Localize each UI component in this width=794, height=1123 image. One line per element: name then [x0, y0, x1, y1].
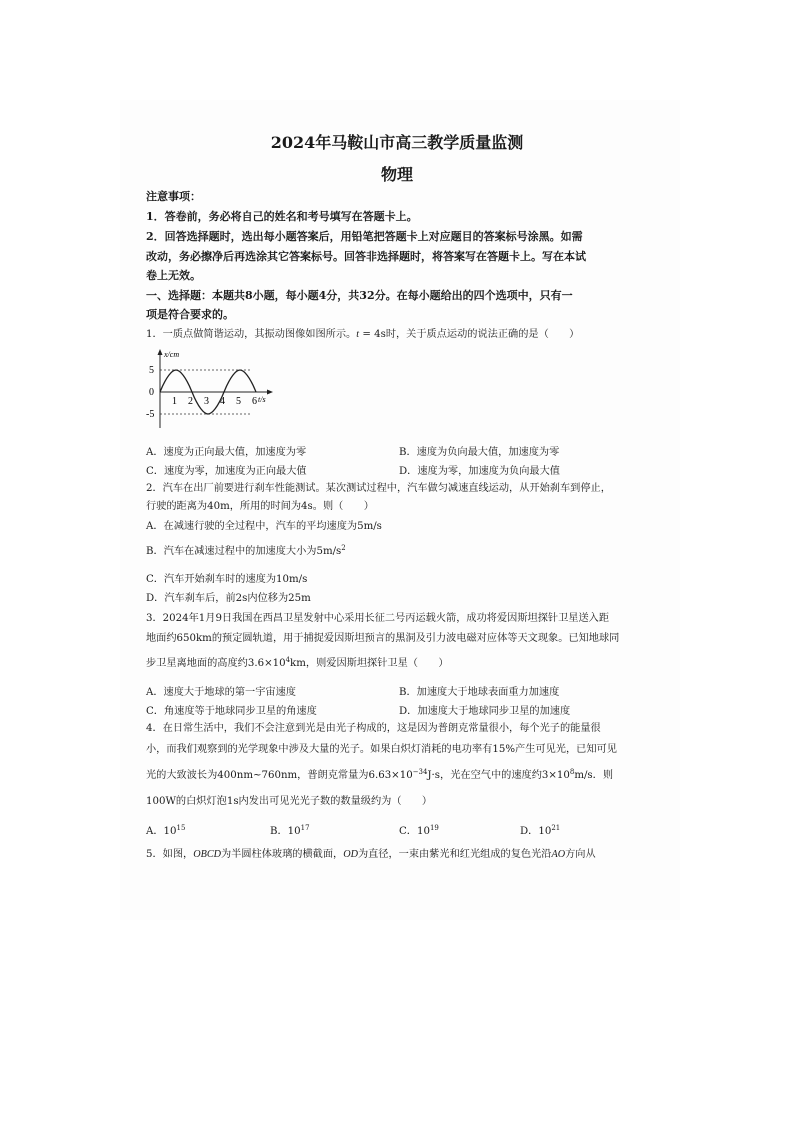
subject-title: 物理 [380, 165, 413, 184]
q2-stem-line-1: 2．汽车在出厂前要进行刹车性能测试。某次测试过程中，汽车做匀减速直线运动，从开始刹车到停止， [146, 483, 611, 494]
q3-option-c: C．角速度等于地球同步卫星的角速度 [146, 706, 317, 717]
graph-xlabel: t/s [258, 395, 266, 404]
graph-tick-1: 1 [172, 396, 177, 407]
q4-option-d-sup: 21 [551, 824, 561, 832]
q5-s4: 方向从 [565, 849, 596, 860]
q2-option-b-sup: 2 [341, 544, 346, 552]
q5-v3: AO [551, 849, 566, 860]
q3-stem-3a: 步卫星离地面的高度约3.6×10 [146, 658, 286, 669]
q3-option-b: B．加速度大于地球表面重力加速度 [399, 687, 560, 698]
q4-stem-line-1: 4．在日常生活中，我们不会注意到光是由光子构成的，这是因为普朗克常量很小，每个光子的能量很 [146, 723, 601, 734]
q4-stem-3a: 光的大致波长为400nm~760nm，普朗克常量为6.63×10 [146, 770, 413, 781]
q2-option-b [146, 545, 346, 559]
q2-stem-line-2: 行驶的距离为40m，所用的时间为4s。则（ ） [146, 501, 374, 512]
graph-y-arrow [158, 349, 163, 355]
q3-option-a: A．速度大于地球的第一宇宙速度 [146, 687, 296, 698]
q3-stem-3sup: 4 [285, 656, 291, 664]
q4-stem-line-2: 小，而我们观察到的光学现象中涉及大量的光子。如果白炽灯消耗的电功率有15%产生可见光，已知可见 [146, 744, 617, 755]
q1-stem-a: 1．一质点做简谐运动，其振动图像如图所示。 [146, 329, 357, 340]
q5-v1: OBCD [193, 849, 221, 860]
q4-option-a [146, 822, 185, 837]
q4-option-d [520, 822, 560, 837]
note-2-line-3: 卷上无效。 [146, 269, 201, 282]
q3-stem-line-3 [146, 657, 449, 671]
q5-s3: 为直径，一束由紫光和红光组成的复色光沿 [357, 849, 552, 860]
graph-y-zero: 0 [149, 387, 154, 398]
q1-option-a: A．速度为正向最大值，加速度为零 [146, 447, 307, 458]
q2-option-b-text: B．汽车在减速过程中的加速度大小为5m/s [146, 546, 342, 557]
q1-stem-eq: = 4s [359, 329, 386, 340]
q2-option-a: A．在减速行驶的全过程中，汽车的平均速度为5m/s [146, 521, 382, 532]
q5-s1: 5．如图， [146, 849, 194, 860]
graph-tick-4: 4 [220, 396, 225, 407]
note-1: 1．答卷前，务必将自己的姓名和考号填写在答题卡上。 [146, 210, 418, 223]
q4-option-c-sup: 19 [429, 824, 439, 832]
q5-stem-line-1 [146, 848, 596, 862]
notes-heading: 注意事项： [146, 190, 201, 203]
graph-tick-2: 2 [188, 396, 193, 407]
note-2-line-2: 改动，务必擦净后再选涂其它答案标号。回答非选择题时，将答案写在答题卡上。写在本试 [146, 250, 586, 263]
q4-stem-3sup1: −34 [412, 768, 428, 776]
graph-y-neg: -5 [146, 409, 155, 420]
graph-tick-3: 3 [204, 396, 209, 407]
q4-stem-3sup2: 8 [569, 768, 575, 776]
q4-option-b-sup: 17 [300, 824, 310, 832]
q2-option-c: C．汽车开始刹车时的速度为10m/s [146, 574, 308, 585]
graph-tick-5: 5 [236, 396, 241, 407]
q1-var-t: t [356, 329, 360, 340]
q1-option-b: B．速度为负向最大值，加速度为零 [399, 447, 560, 458]
q4-option-d-text: D．10 [520, 826, 552, 837]
exam-title: 2024年马鞍山市高三教学质量监测 [270, 133, 524, 152]
q4-option-a-sup: 15 [176, 824, 186, 832]
graph-x-arrow [267, 390, 273, 395]
q5-v2: OD [343, 849, 358, 860]
q3-option-d: D．加速度大于地球同步卫星的加速度 [399, 706, 571, 717]
oscillation-graph [146, 348, 276, 430]
q1-option-c: C．速度为零，加速度为正向最大值 [146, 466, 307, 477]
q4-option-b-text: B．10 [270, 826, 301, 837]
q1-option-d: D．速度为零，加速度为负向最大值 [399, 466, 560, 477]
graph-tick-labels [172, 396, 257, 407]
q3-stem-line-2: 地面约650km的预定圆轨道，用于捕捉爱因斯坦预言的黑洞及引力波电磁对应体等天文现象。已知地球同 [146, 633, 620, 644]
q5-s2: 为半圆柱体玻璃的横截面， [220, 849, 344, 860]
q3-stem-line-1: 3．2024年1月9日我国在西昌卫星发射中心采用长征二号丙运载火箭，成功将爱因斯坦探针卫星送入距 [146, 613, 610, 624]
q4-option-c-text: C．10 [399, 826, 430, 837]
q1-stem-b: 时，关于质点运动的说法正确的是（ ） [385, 329, 580, 340]
q1-stem [146, 328, 579, 342]
graph-tick-6: 6 [252, 396, 257, 407]
q4-stem-line-4: 100W的白炽灯泡1s内发出可见光光子数的数量级约为（ ） [146, 796, 433, 807]
section-1-line-2: 项是符合要求的。 [146, 308, 234, 321]
section-1-line-1: 一、选择题：本题共8小题，每小题4分，共32分。在每小题给出的四个选项中，只有一 [146, 289, 573, 302]
graph-y-pos: 5 [149, 365, 154, 376]
q2-option-d: D．汽车刹车后，前2s内位移为25m [146, 593, 311, 604]
graph-ylabel: x/cm [164, 350, 180, 359]
q3-stem-3b: km，则爱因斯坦探针卫星（ ） [290, 658, 449, 669]
q4-stem-3c: m/s．则 [574, 770, 614, 781]
q4-option-b [270, 822, 310, 837]
q4-stem-3b: J·s，光在空气中的速度约3×10 [427, 770, 570, 781]
note-2-line-1: 2．回答选择题时，选出每小题答案后，用铅笔把答题卡上对应题目的答案标号涂黑。如需 [146, 230, 583, 243]
q4-option-a-text: A．10 [146, 826, 177, 837]
q4-option-c [399, 822, 439, 837]
q4-stem-line-3 [146, 769, 613, 783]
